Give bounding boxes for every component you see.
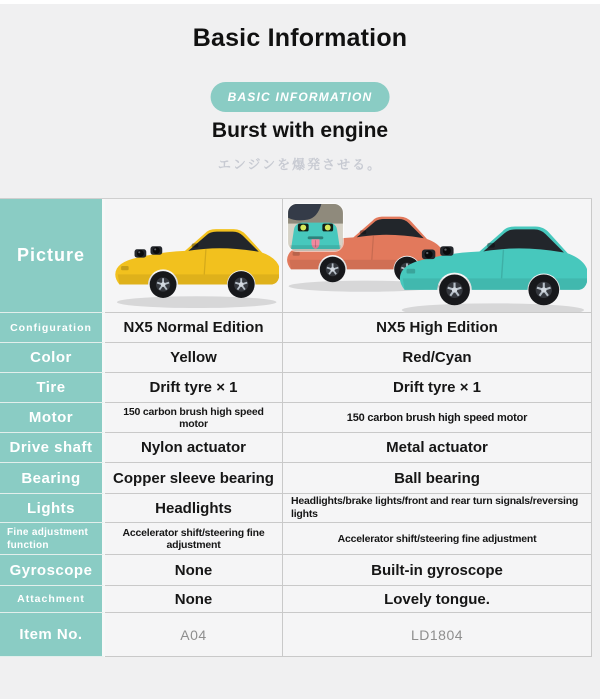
spec-value-motor-normal: 150 carbon brush high speed motor [105, 403, 283, 433]
spec-label-fine-adjustment: Fine adjustment function [0, 523, 105, 555]
spec-value-tire-high: Drift tyre × 1 [283, 373, 592, 403]
spec-value-drive-shaft-high: Metal actuator [283, 433, 592, 463]
spec-label-bearing: Bearing [0, 463, 105, 494]
spec-value-lights-normal: Headlights [105, 494, 283, 523]
spec-label-lights: Lights [0, 494, 105, 523]
spec-value-item-no-high: LD1804 [283, 613, 592, 657]
spec-value-fine-adjustment-high: Accelerator shift/steering fine adjustment [283, 523, 592, 555]
cyan-car-image [395, 215, 587, 313]
subtitle-japanese: エンジンを爆発させる。 [217, 157, 383, 172]
spec-value-tire-normal: Drift tyre × 1 [105, 373, 283, 403]
spec-picture-normal [105, 199, 283, 313]
spec-value-gyroscope-normal: None [105, 555, 283, 586]
spec-value-gyroscope-high: Built-in gyroscope [283, 555, 592, 586]
spec-label-drive-shaft: Drive shaft [0, 433, 105, 463]
spec-comparison-table [0, 198, 592, 657]
spec-value-attachment-high: Lovely tongue. [283, 586, 592, 613]
spec-value-color-high: Red/Cyan [283, 343, 592, 373]
top-white-strip [0, 0, 600, 4]
spec-value-attachment-normal: None [105, 586, 283, 613]
spec-value-drive-shaft-normal: Nylon actuator [105, 433, 283, 463]
spec-label-configuration: Configuration [0, 313, 105, 343]
spec-value-bearing-normal: Copper sleeve bearing [105, 463, 283, 494]
tongue-thumbnail-image [288, 204, 343, 251]
spec-value-motor-high: 150 carbon brush high speed motor [283, 403, 592, 433]
spec-value-lights-high: Headlights/brake lights/front and rear turn signals/reversing lights [283, 494, 592, 523]
page-title: Basic Information [192, 24, 408, 52]
spec-label-gyroscope: Gyroscope [0, 555, 105, 586]
spec-label-tire: Tire [0, 373, 105, 403]
subtitle: Burst with engine [211, 119, 389, 142]
spec-label-color: Color [0, 343, 105, 373]
section-badge [211, 82, 390, 112]
yellow-car-image [111, 219, 279, 311]
spec-label-attachment: Attachment [0, 586, 105, 613]
spec-label-picture: Picture [0, 199, 105, 313]
spec-label-motor: Motor [0, 403, 105, 433]
spec-label-item-no: Item No. [0, 613, 105, 657]
spec-value-fine-adjustment-normal: Accelerator shift/steering fine adjustment [105, 523, 283, 555]
section-badge-label: BASIC INFORMATION [227, 90, 373, 104]
spec-value-item-no-normal: A04 [105, 613, 283, 657]
spec-value-configuration-normal: NX5 Normal Edition [105, 313, 283, 343]
spec-value-configuration-high: NX5 High Edition [283, 313, 592, 343]
spec-picture-high [283, 199, 592, 313]
spec-value-bearing-high: Ball bearing [283, 463, 592, 494]
spec-value-color-normal: Yellow [105, 343, 283, 373]
